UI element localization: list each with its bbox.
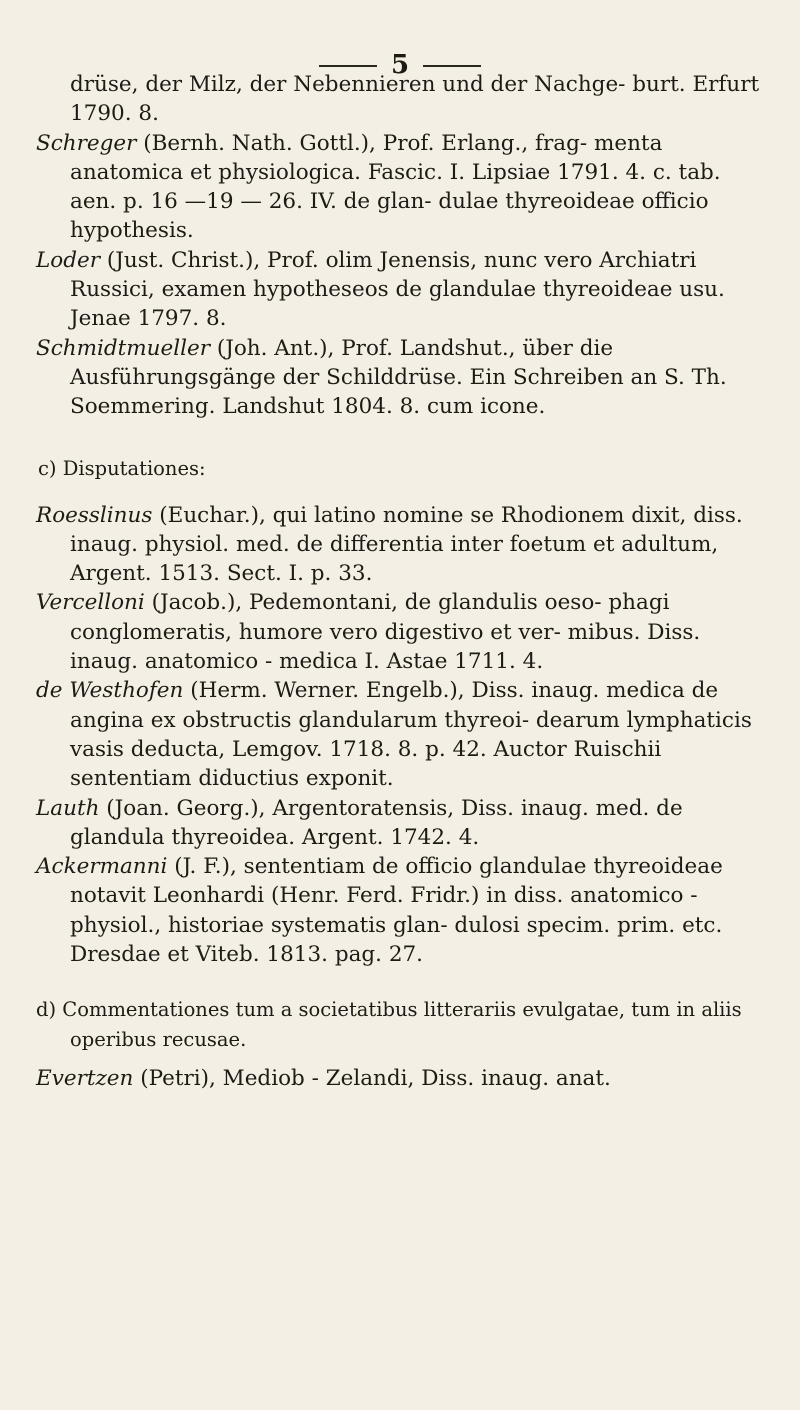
page-number: 5 bbox=[390, 50, 410, 80]
page-header bbox=[0, 50, 800, 80]
spacer bbox=[28, 1054, 760, 1064]
bibliography-block-c bbox=[28, 501, 760, 970]
entry-text: (Petri), Mediob - Zelandi, Diss. inaug. anat. bbox=[133, 1065, 611, 1091]
section-heading-d-text: d) Commentationes tum a societatibus litterariis evulgatae, tum in aliis operibus recusae. bbox=[36, 998, 742, 1051]
entry-author: Roesslinus bbox=[36, 502, 153, 528]
bibliography-block-d bbox=[28, 1064, 760, 1093]
entry-text: drüse, der Milz, der Nebennieren und der Nachge- burt. Erfurt 1790. 8. bbox=[70, 72, 760, 127]
entry-author: Ackermanni bbox=[36, 854, 168, 880]
bibliography-block-b bbox=[28, 70, 760, 422]
entry-text: (Jacob.), Pedemontani, de glandulis oeso- phagi conglomeratis, humore vero digestivo et ver- mibus. Diss. inaug. anatomico - medica I. Astae 1711. 4. bbox=[70, 590, 701, 675]
entry-text: (Joan. Georg.), Argentoratensis, Diss. inaug. med. de glandula thyreoidea. Argent. 1742. 4. bbox=[70, 795, 683, 850]
entry-text: (J. F.), sententiam de officio glandulae thyreoideae notavit Leonhardi (Henr. Ferd. Fridr.) in diss. anatomico - physiol., historiae systematis glan- dulosi specim. prim. etc. Dresdae et Viteb. 1813. pag. 27. bbox=[70, 854, 723, 968]
bib-entry bbox=[28, 676, 760, 793]
bib-entry bbox=[28, 588, 760, 676]
entry-author: Schmidtmueller bbox=[36, 335, 210, 361]
bib-entry bbox=[28, 794, 760, 853]
bib-entry bbox=[28, 852, 760, 969]
section-heading-c: c) Disputationes: bbox=[38, 456, 206, 480]
entry-author: Schreger bbox=[36, 130, 137, 156]
entry-author: Evertzen bbox=[36, 1065, 134, 1091]
entry-text: (Joh. Ant.), Prof. Landshut., über die Ausführungsgänge der Schilddrüse. Ein Schreiben an S. Th. Soemmering. Landshut 1804. 8. cum icone. bbox=[70, 335, 727, 420]
header-rule-right bbox=[423, 65, 481, 67]
entry-text: (Herm. Werner. Engelb.), Diss. inaug. medica de angina ex obstructis glandularum thyreoi- dearum lymphaticis vasis deducta, Lemgov. 1718. 8. p. 42. Auctor Ruischii sententiam diductius exponit. bbox=[70, 678, 752, 792]
bib-entry bbox=[28, 246, 760, 334]
section-heading-d bbox=[28, 995, 760, 1054]
entry-author: de Westhofen bbox=[36, 678, 184, 704]
bib-entry bbox=[28, 1064, 760, 1093]
header-rule-left bbox=[319, 65, 377, 67]
bib-entry bbox=[28, 334, 760, 422]
entry-text: (Euchar.), qui latino nomine se Rhodionem dixit, diss. inaug. physiol. med. de differentia inter foetum et adultum, Argent. 1513. Sect. I. p. 33. bbox=[70, 502, 743, 587]
bib-entry bbox=[28, 129, 760, 246]
entry-author: Vercelloni bbox=[36, 590, 145, 616]
entry-author: Lauth bbox=[36, 795, 100, 821]
entry-text: (Just. Christ.), Prof. olim Jenensis, nunc vero Archiatri Russici, examen hypotheseos de glandulae thyreoideae usu. Jenae 1797. 8. bbox=[70, 247, 725, 332]
bib-entry bbox=[28, 501, 760, 589]
entry-author: Loder bbox=[36, 247, 100, 273]
entry-text: (Bernh. Nath. Gottl.), Prof. Erlang., frag- menta anatomica et physiologica. Fascic. I. Lipsiae 1791. 4. c. tab. aen. p. 16 —19 — 26. IV. de glan- dulae thyreoideae officio hypothesis. bbox=[70, 130, 721, 244]
